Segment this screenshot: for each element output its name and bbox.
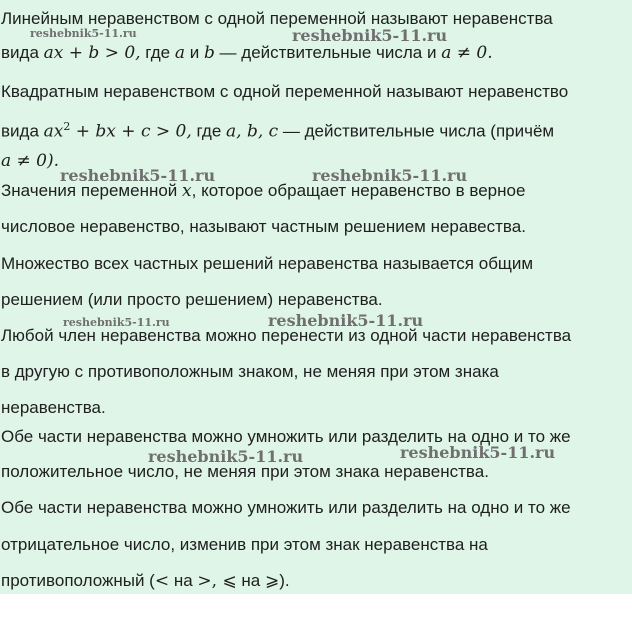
paragraph-1-line-2 [1, 43, 493, 63]
paragraph-1-and: и [184, 43, 204, 62]
variables-abc: a, b, c [226, 121, 279, 142]
paragraph-2-line-2 [1, 117, 554, 142]
paragraph-7-line-2: отрицательное число, изменив при этом знак неравенства на [1, 535, 488, 554]
watermark: reshebnik5-11.ru [292, 26, 448, 45]
quadratic-formula-ax: ax [43, 121, 64, 142]
paragraph-3-prefix: Значения переменной [1, 181, 183, 200]
geq-sign: ⩾ [264, 571, 280, 591]
watermark: reshebnik5-11.ru [60, 166, 216, 185]
paragraph-1-prefix: вида [1, 43, 39, 62]
variable-a: a [174, 43, 185, 63]
paragraph-7-na-2: на [236, 571, 265, 590]
paragraph-7-line-3 [1, 571, 290, 591]
condition-a-nonzero-2: a ≠ 0). [1, 151, 60, 171]
paragraph-7-suffix: ). [279, 571, 290, 590]
greater-than-leq-signs: >, ⩽ [197, 571, 237, 591]
paragraph-7-na-1: на [169, 571, 198, 590]
quadratic-formula-exponent: 2 [63, 120, 71, 133]
quadratic-formula-rest: + bx + c > 0, [70, 121, 192, 142]
paragraph-5-line-1: Любой член неравенства можно перенести из одной части неравенства [1, 326, 572, 345]
watermark: reshebnik5-11.ru [268, 311, 424, 330]
paragraph-4-line-2: решением (или просто решением) неравенства. [1, 290, 383, 309]
paragraph-1-where: где [140, 43, 175, 62]
paragraph-5-line-2: в другую с противоположным знаком, не меняя при этом знака [1, 362, 499, 381]
variable-x: x [182, 181, 192, 201]
condition-a-nonzero: a ≠ 0. [441, 43, 493, 63]
watermark: reshebnik5-11.ru [30, 27, 137, 40]
paragraph-7-prefix: противоположный ( [1, 571, 155, 590]
paragraph-2-suffix: — действительные числа (причём [278, 121, 555, 141]
watermark: reshebnik5-11.ru [312, 166, 468, 185]
paragraph-4-line-1: Множество всех частных решений неравенства называется общим [1, 254, 534, 273]
paragraph-6-line-2: положительное число, не меняя при этом знака неравенства. [1, 462, 489, 481]
linear-inequality-formula: ax + b > 0, [43, 43, 141, 63]
paragraph-6-line-1: Обе части неравенства можно умножить или разделить на одно и то же [1, 427, 571, 446]
paragraph-7-line-1: Обе части неравенства можно умножить или разделить на одно и то же [1, 498, 571, 517]
paragraph-2-where: где [191, 121, 227, 141]
paragraph-2-prefix: вида [1, 121, 39, 141]
paragraph-3-suffix: , которое обращает неравенство в верное [191, 181, 526, 200]
paragraph-2-line-1: Квадратным неравенством с одной переменной называют неравенство [1, 82, 569, 101]
paragraph-3-line-2: числовое неравенство, называют частным решением неравества. [1, 217, 526, 236]
paragraph-1-line-1: Линейным неравенством с одной переменной называют неравенства [1, 9, 553, 28]
paragraph-1-suffix: — действительные числа и [214, 43, 442, 62]
paragraph-2-line-3 [1, 151, 59, 171]
variable-b: b [203, 43, 215, 63]
paragraph-5-line-3: неравенства. [1, 398, 106, 417]
watermark: reshebnik5-11.ru [63, 316, 170, 329]
watermark: reshebnik5-11.ru [148, 447, 304, 466]
watermark: reshebnik5-11.ru [400, 443, 556, 462]
less-than-sign: < [154, 571, 170, 591]
